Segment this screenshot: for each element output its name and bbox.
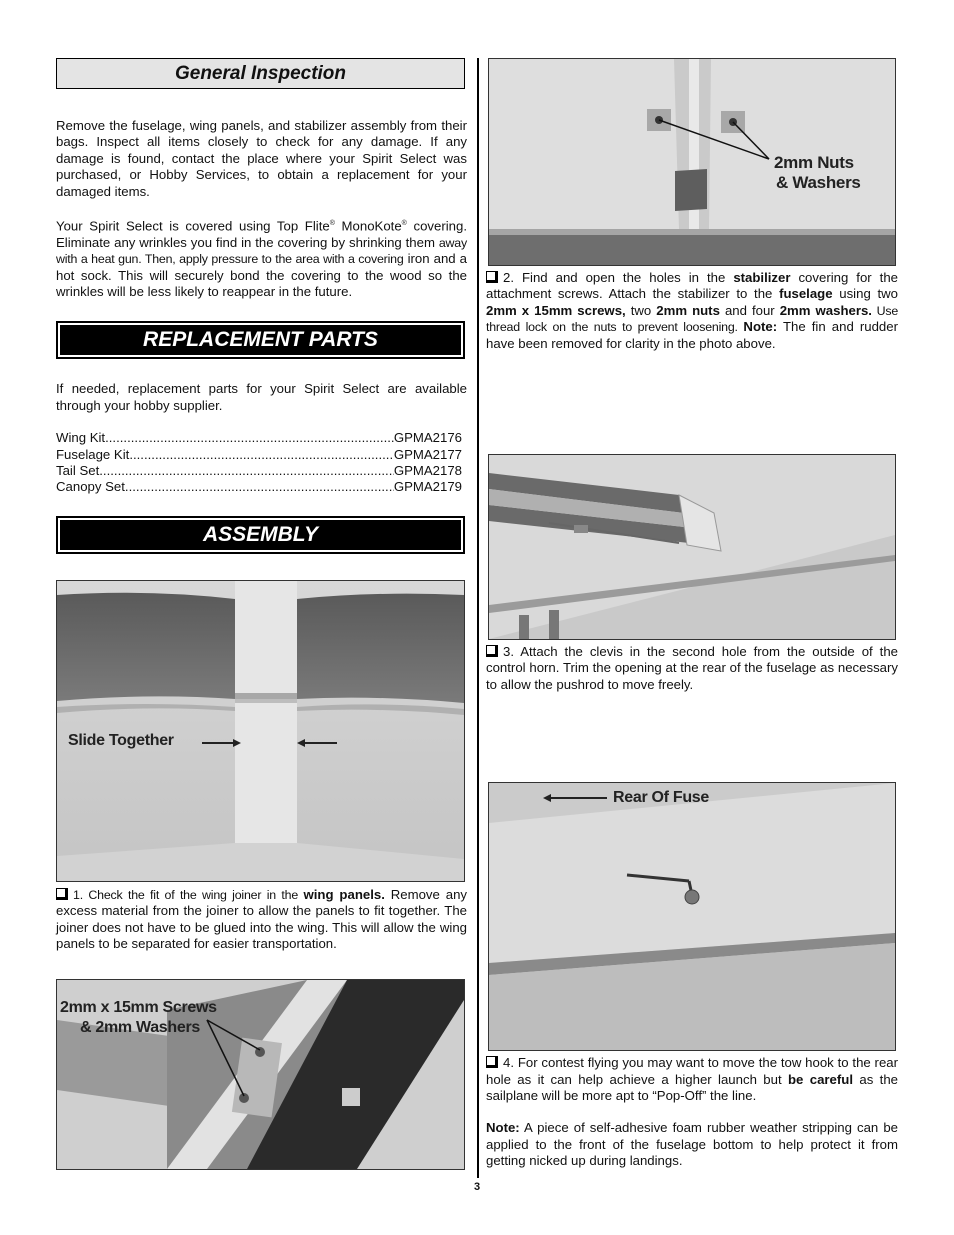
nuts-washers-label: 2mm Nuts & Washers (774, 153, 861, 192)
parts-list-item: Fuselage Kit ..... GPMA2177 (56, 447, 462, 463)
parts-list-item: Tail Set ..... GPMA2178 (56, 463, 462, 479)
step-2-checkbox[interactable] (486, 271, 498, 283)
replacement-parts-heading: REPLACEMENT PARTS (56, 321, 465, 359)
step-2-text: 2. Find and open the holes in the stabilizer covering for the attachment screws. Attach the stabilizer to the fuselage using two 2mm x 15mm screws, two 2mm nuts and four 2mm washers. Use thread lock on the nuts to prevent loosening. Note: The fin and rudder have been removed for clarity in the photo above. (486, 270, 899, 351)
parts-list-item: Wing Kit ..... GPMA2176 (56, 430, 462, 446)
parts-list (56, 430, 462, 496)
assembly-heading: ASSEMBLY (56, 516, 465, 554)
tow-hook-illustration (489, 783, 895, 1050)
slide-together-label: Slide Together (68, 731, 174, 749)
wing-joiner-photo (56, 580, 465, 882)
control-horn-photo (488, 454, 896, 640)
right-column (486, 58, 898, 1170)
step-1-text: 1. Check the fit of the wing joiner in the wing panels. Remove any excess material from the joiner to allow the panels to fit together. The joiner does not have to be glued into the wing. This will allow the wing panels to be separated for easier transportation. (56, 886, 468, 952)
step-3-text: 3. Attach the clevis in the second hole from the outside of the control horn. Trim the opening at the rear of the fuselage as necessary to allow the pushrod to move freely. (486, 644, 898, 692)
step-4-checkbox[interactable] (486, 1056, 498, 1068)
left-column (56, 58, 467, 1170)
screws-washers-label: 2mm x 15mm Screws & 2mm Washers (60, 998, 217, 1036)
general-inspection-heading: General Inspection (56, 58, 465, 89)
control-horn-illustration (489, 455, 895, 639)
step-1-checkbox[interactable] (56, 888, 68, 900)
nuts-washers-photo (488, 58, 896, 266)
page-number: 3 (473, 1181, 481, 1193)
rear-of-fuse-label: Rear Of Fuse (613, 789, 709, 807)
step-3-checkbox[interactable] (486, 645, 498, 657)
tow-hook-photo (488, 782, 896, 1051)
general-inspection-para2: Your Spirit Select is covered using Top Flite® MonoKote® covering. Eliminate any wrinkles you find in the covering by shrinking them away with a heat gun. Then, apply pressure to the area with a covering iron and a hot sock. This will securely bond the covering to the wood so the wrinkles will be less likely to reappear in the future. (56, 218, 467, 300)
general-inspection-para1: Remove the fuselage, wing panels, and stabilizer assembly from their bags. Inspect all items closely to check for any damage. If any damage is found, contact the place where your Spirit Select was purchased, or Hobby Services, to obtain a replacement for your damaged items. (56, 118, 467, 199)
parts-list-item: Canopy Set ..... GPMA2179 (56, 479, 462, 495)
note-text: Note: A piece of self-adhesive foam rubber weather stripping can be applied to the front of the fuselage bottom to help protect it from getting nicked up during landings. (486, 1120, 898, 1169)
column-divider (477, 58, 479, 1178)
step-4-text: 4. For contest flying you may want to move the tow hook to the rear hole as it can help achieve a higher launch but be careful as the sailplane will be more apt to “Pop-Off” the line. (486, 1055, 898, 1104)
stabilizer-screws-photo (56, 979, 465, 1170)
replacement-parts-intro: If needed, replacement parts for your Spirit Select are available through your hobby supplier. (56, 381, 467, 413)
